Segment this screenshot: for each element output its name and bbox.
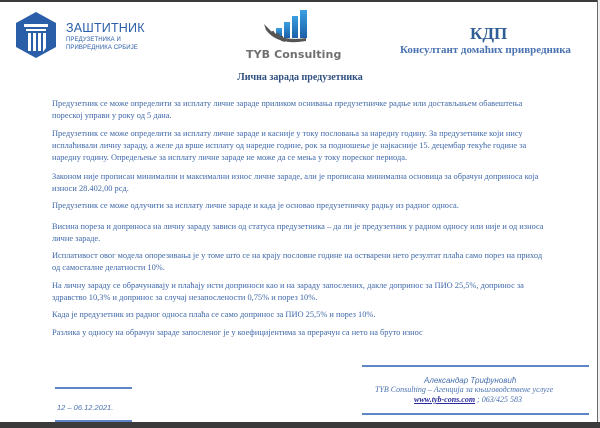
kdp-title: КДП — [470, 24, 508, 43]
signature-rule-top — [362, 365, 589, 367]
logo-text: TYB Consulting — [246, 48, 342, 61]
signature-rule-bottom — [362, 413, 589, 415]
bar-chart-gear-icon — [260, 8, 320, 46]
signature-contact — [414, 395, 522, 404]
date-rule-top — [55, 387, 132, 389]
paragraph: Предузетник се може одлучити за исплату личне зараде и када је основао предузетничку радњу из радног односа. — [52, 201, 459, 210]
document-date: 12 – 06.12.2021. — [57, 403, 114, 412]
paragraph: Предузетник се може определити за исплату личне зараде и касније у току пословања за наредну годину. За предузетнике који нису исплаћивали личну зараду, а желе да врше исплату од наредне године, рок за подношење је најкасније 15. децембар текуће године за наредну годину. Опредељење за исплату личне зараде не може да се мења у току пореског периода. — [52, 129, 527, 162]
logo-subtitle-line1: ПРЕДУЗЕТНИКА И — [66, 37, 121, 43]
signature-company: TYB Consulting – Агенција за књиговодствене услуге — [375, 385, 554, 394]
paragraph: Висина пореза и доприноса на личну зараду зависи од статуса предузетника – да ли је предузетник у радном односу или није и од износа личне зараде. — [52, 222, 544, 243]
paragraph: Законом није прописан минимални и максимални износ личне зараде, али је прописана минимална основица за обрачун доприноса која износи 28.402,00 рсд. — [52, 172, 539, 193]
kdp-subtitle: Консултант домаћих привредника — [400, 44, 571, 56]
zastitnik-logo — [14, 10, 194, 60]
paragraph: Предузетник се може определити за исплату личне зараде приликом оснивања предузетничке радње или достављањем обавештења пореској управи у року од 5 дана. — [52, 99, 523, 120]
logo-subtitle-line2: ПРИВРЕДНИКА СРБИЈЕ — [66, 45, 138, 51]
page-right-edge — [597, 0, 598, 428]
tyb-consulting-logo — [246, 8, 348, 61]
paragraph: Исплативост овог модела опорезивања је у томе што се на крају пословне године на остварени нето резултат плаћа само порез на приход од самосталне делатности 10%. — [52, 251, 543, 272]
column-hexagon-icon — [14, 10, 58, 60]
paragraph: Разлика у односу на обрачун зараде запосленог је у коефицијентима за прерачун са нето на бруто износ — [52, 328, 423, 337]
paragraph: Када је предузетник из радног односа плаћа се само допринос за ПИО 25,5% и порез 10%. — [52, 310, 376, 319]
window-top-border — [0, 0, 600, 2]
phone-number: 063/425 583 — [481, 395, 522, 404]
signature-name: Александар Трифуновић — [424, 376, 517, 385]
phone-separator: ; — [475, 395, 482, 404]
document-title: Лична зарада предузетника — [237, 72, 363, 83]
window-bottom-border — [0, 422, 600, 428]
paragraph: На личну зараду се обрачунавају и плаћају исти доприноси као и на зараду запослених, дакле допринос за ПИО 25,5%, допринос за здравство 10,3% и допринос за случај незапослености 0,75% и порез 10%. — [52, 281, 524, 302]
logo-title: ЗАШТИТНИК — [66, 21, 145, 35]
website-link[interactable]: www.tyb-cons.com — [414, 395, 476, 404]
